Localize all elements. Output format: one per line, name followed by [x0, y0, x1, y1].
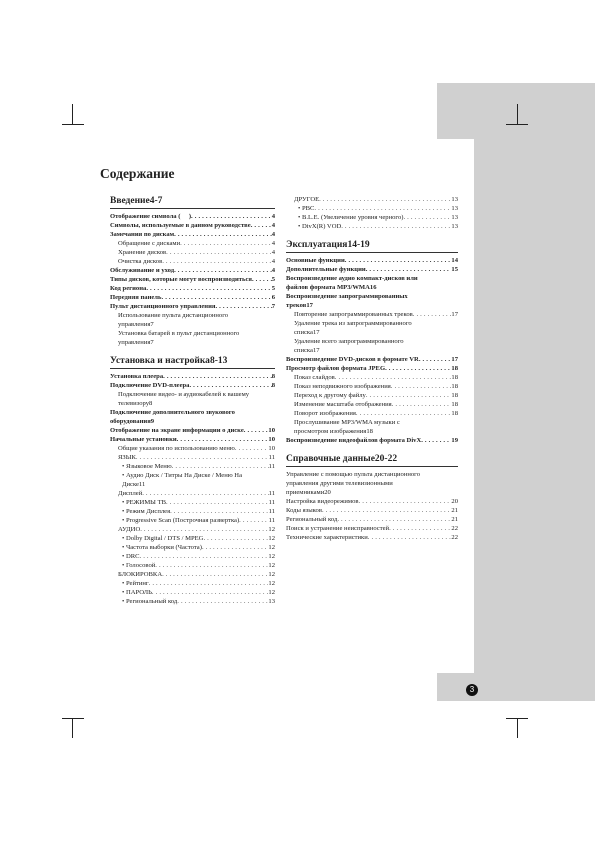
toc-entry-title: управления [118, 321, 151, 328]
toc-entry-page: 10 [268, 445, 275, 452]
toc-leader [244, 426, 269, 435]
toc-entry-page: 11 [268, 463, 275, 470]
toc-entry-title: ДРУГОЕ [294, 196, 320, 203]
toc-entry [286, 364, 458, 373]
toc-entry-page: 13 [451, 223, 458, 230]
toc-section-heading [286, 239, 458, 253]
toc-leader [140, 552, 269, 561]
toc-entry-page: 10 [268, 436, 275, 443]
toc-entry-title: Код региона [110, 285, 147, 292]
toc-leader [170, 507, 269, 516]
toc-entry [110, 381, 275, 390]
crop-mark [72, 718, 73, 738]
toc-entry [286, 256, 458, 265]
toc-entry-page: 14 [451, 257, 458, 264]
toc-entry [110, 221, 275, 230]
toc-entry-title: Повторение запрограммированных треков [294, 311, 413, 318]
toc-entry-title: Настройка видеорежимов [286, 498, 359, 505]
toc-entry-page: 5 [271, 276, 275, 283]
toc-column-left [110, 195, 275, 606]
toc-entry [110, 329, 275, 347]
toc-entry-page: 20 [451, 498, 458, 505]
toc-entry-page: 8 [271, 382, 275, 389]
toc-entry [286, 204, 458, 213]
page-title: Содержание [100, 166, 175, 181]
toc-entry-title: Отображение символа ( ⃠ ) [110, 213, 192, 220]
toc-entry-page: 12 [268, 589, 275, 596]
toc-entry [110, 525, 275, 534]
toc-entry-line [294, 427, 458, 436]
toc-leader [366, 391, 452, 400]
toc-entry-title: Переход к другому файлу [294, 392, 366, 399]
toc-entry-title: АУДИО [118, 526, 141, 533]
toc-entry-title: Изменение масштаба отображения [294, 401, 392, 408]
side-tab [474, 83, 595, 673]
toc-section-title: Введение [110, 196, 150, 206]
toc-leader [191, 212, 272, 221]
toc-entry-page: 17 [312, 347, 320, 354]
toc-entry-title: Дисплей [118, 490, 143, 497]
toc-entry [286, 195, 458, 204]
toc-entry [286, 418, 458, 436]
toc-entry [110, 498, 275, 507]
toc-entry-page: 21 [451, 516, 458, 523]
toc-leader [341, 222, 451, 231]
toc-entry-title: • Языковое Меню [122, 463, 172, 470]
toc-entry [286, 506, 458, 515]
toc-section-heading [286, 453, 458, 467]
toc-leader [162, 293, 272, 302]
toc-entry-line [294, 328, 458, 337]
toc-entry [286, 292, 458, 310]
toc-entry-title: БЛОКИРОВКА [118, 571, 163, 578]
toc-entry [286, 355, 458, 364]
toc-entry [110, 284, 275, 293]
toc-entry [286, 382, 458, 391]
toc-entry [286, 265, 458, 274]
toc-entry-title: Дополнительные функции [286, 266, 366, 273]
toc-entry-page: 8 [271, 373, 275, 380]
toc-entry-title: • ПАРОЛЬ [122, 589, 152, 596]
toc-entry-page: 12 [268, 526, 275, 533]
toc-entry-title: • DRC [122, 553, 140, 560]
toc-entry-title: • DivX(R) VOD [298, 223, 342, 230]
toc-entry-line: Установка батарей в пульт дистанционного [118, 330, 240, 337]
toc-entry [110, 408, 275, 426]
toc-entry-title: • Progressive Scan (Построчная развертка) [122, 517, 240, 524]
toc-entry-page: 13 [451, 205, 458, 212]
toc-entry [110, 266, 275, 275]
toc-entry-page: 7 [150, 339, 154, 346]
toc-section-title: Установка и настройка [110, 356, 210, 366]
toc-entry-title: Пульт дистанционного управления [110, 303, 216, 310]
toc-entry-title: Обслуживание и уход [110, 267, 175, 274]
toc-leader [389, 524, 451, 533]
toc-entry-title: управления [118, 339, 151, 346]
toc-leader [356, 409, 451, 418]
toc-entry [110, 453, 275, 462]
toc-entry-title: Начальные установки [110, 436, 177, 443]
toc-entry-page: 17 [451, 311, 458, 318]
toc-entry-page: 13 [451, 196, 458, 203]
toc-leader [162, 257, 272, 266]
toc-entry-line: Подключение видео- и аудиокабелей к вашему [118, 391, 250, 398]
toc-entry-page: 17 [312, 329, 320, 336]
toc-entry [286, 274, 458, 292]
toc-entry-title: • Частота выборки (Частота) [122, 544, 202, 551]
toc-entry-title: Отображение на экране информации о диске [110, 427, 244, 434]
toc-entry-title: Коды языков [286, 507, 322, 514]
toc-entry-title: • Голосовой [122, 562, 156, 569]
toc-entry-line: Воспроизведение аудио компакт-дисков или [286, 275, 418, 282]
toc-entry-page: 4 [271, 267, 275, 274]
toc-entry [110, 597, 275, 606]
toc-entry [110, 462, 275, 471]
toc-leader [174, 230, 272, 239]
toc-entry-page: 12 [268, 562, 275, 569]
toc-entry-line [118, 338, 275, 347]
toc-entry-title: Воспроизведение DVD-дисков в формате VR [286, 356, 419, 363]
toc-entry [286, 436, 458, 445]
toc-section-pages: 14-19 [347, 240, 370, 250]
toc-entry [110, 311, 275, 329]
toc-entry-title: Региональный код [286, 516, 338, 523]
toc-entry [110, 552, 275, 561]
toc-entry-line [122, 480, 275, 489]
toc-entry [286, 409, 458, 418]
toc-entry-page: 11 [268, 499, 275, 506]
toc-entry-title: Подключение DVD-плеера [110, 382, 190, 389]
toc-entry-title: • Dolby Digital / DTS / MPEG [122, 535, 204, 542]
toc-entry [286, 497, 458, 506]
toc-entry-page: 12 [268, 535, 275, 542]
toc-entry-line: Использование пульта дистанционного [118, 312, 229, 319]
toc-entry-page: 4 [271, 240, 275, 247]
side-tab-top [437, 83, 474, 139]
toc-entry-line: управления другими телевизионными [286, 480, 393, 487]
toc-entry-title: ЯЗЫК [118, 454, 136, 461]
toc-entry-page: 7 [271, 303, 275, 310]
toc-entry-line [294, 346, 458, 355]
toc-entry [110, 230, 275, 239]
toc-entry-title: Символы, используемые в данном руководстве [110, 222, 251, 229]
toc-entry-title: файлов формата MP3/WMA [286, 284, 370, 291]
toc-entry-title: Типы дисков, которые могут воспроизводиться [110, 276, 252, 283]
toc-leader [180, 239, 272, 248]
toc-entry-line: Управление с помощью пульта дистанционного [286, 471, 421, 478]
toc-entry [110, 293, 275, 302]
toc-entry [110, 239, 275, 248]
toc-entry [286, 319, 458, 337]
toc-entry-page: 15 [451, 266, 458, 273]
toc-entry-title: Показ неподвижного изображения [294, 383, 391, 390]
toc-entry-title: • PBC [298, 205, 315, 212]
toc-entry [110, 579, 275, 588]
toc-leader [366, 265, 452, 274]
toc-leader [136, 453, 269, 462]
toc-entry-page: 12 [268, 553, 275, 560]
toc-section-heading [110, 195, 275, 209]
toc-entry-page: 9 [150, 418, 155, 425]
toc-leader [215, 302, 271, 311]
toc-leader [203, 534, 268, 543]
toc-leader [251, 221, 272, 230]
toc-entry [110, 302, 275, 311]
toc-section-pages: 20-22 [374, 454, 398, 464]
toc-entry-page: 8 [149, 400, 153, 407]
toc-entry [110, 534, 275, 543]
toc-leader [319, 195, 451, 204]
toc-section-pages: 8-13 [209, 356, 228, 366]
toc-entry-title: треков [286, 302, 307, 309]
toc-entry [286, 373, 458, 382]
toc-leader [166, 248, 272, 257]
toc-entry-page: 17 [451, 356, 458, 363]
toc-entry-title: Общие указания по использованию меню [118, 445, 235, 452]
toc-leader [177, 597, 268, 606]
toc-leader [172, 462, 269, 471]
toc-leader [202, 543, 268, 552]
toc-leader [140, 525, 268, 534]
toc-leader [359, 497, 452, 506]
toc-entry [110, 212, 275, 221]
toc-entry [286, 515, 458, 524]
toc-entry-page: 11 [268, 517, 275, 524]
toc-entry-page: 4 [271, 258, 275, 265]
toc-entry-title: Поиск и устранение неисправностей [286, 525, 390, 532]
toc-entry-title: списка [294, 329, 313, 336]
toc-column-right [286, 195, 458, 542]
toc-leader [235, 444, 269, 453]
toc-entry [110, 426, 275, 435]
toc-leader [239, 516, 268, 525]
toc-entry-title: Хранение дисков [118, 249, 167, 256]
toc-entry-page: 11 [138, 481, 146, 488]
toc-entry-page: 10 [268, 427, 275, 434]
toc-leader [419, 355, 452, 364]
toc-entry-page: 18 [451, 392, 458, 399]
toc-entry-page: 11 [268, 454, 275, 461]
toc-leader [163, 372, 272, 381]
toc-entry-title: просмотром изображения [294, 428, 367, 435]
toc-leader [392, 400, 452, 409]
toc-leader [335, 373, 452, 382]
toc-entry-line [286, 283, 458, 292]
toc-entry-line: Удаление всего запрограммированного [294, 338, 404, 345]
toc-entry [110, 561, 275, 570]
toc-entry [110, 372, 275, 381]
toc-leader [155, 561, 268, 570]
toc-leader [314, 204, 451, 213]
toc-entry-line [110, 417, 275, 426]
toc-entry-page: 22 [451, 534, 458, 541]
toc-leader [166, 498, 269, 507]
toc-entry [110, 507, 275, 516]
toc-entry-page: 6 [271, 294, 275, 301]
toc-leader [337, 515, 451, 524]
toc-leader [421, 436, 451, 445]
toc-entry [110, 471, 275, 489]
toc-leader [391, 382, 452, 391]
toc-section-heading [110, 355, 275, 369]
toc-leader [252, 275, 272, 284]
toc-entry-line: Удаление трека из запрограммированного [294, 320, 412, 327]
toc-leader [403, 213, 451, 222]
toc-entry-line [286, 488, 458, 497]
toc-leader [385, 364, 451, 373]
toc-entry-page: 17 [306, 302, 313, 309]
toc-entry-line [286, 301, 458, 310]
toc-entry-title: телевизору [118, 400, 150, 407]
toc-leader [174, 266, 272, 275]
toc-entry [110, 435, 275, 444]
crop-mark [72, 104, 73, 124]
toc-entry [110, 543, 275, 552]
side-tab-bottom [437, 673, 595, 701]
toc-section-pages: 4-7 [149, 196, 163, 206]
toc-entry [286, 533, 458, 542]
toc-entry-page: 11 [268, 490, 275, 497]
toc-entry [110, 489, 275, 498]
toc-entry [286, 470, 458, 497]
toc-entry [286, 524, 458, 533]
toc-entry-page: 21 [451, 507, 458, 514]
toc-entry [110, 275, 275, 284]
toc-entry-title: оборудования [110, 418, 151, 425]
toc-leader [142, 489, 268, 498]
toc-entry-page: 18 [451, 374, 458, 381]
toc-entry-line [118, 399, 275, 408]
crop-mark [62, 124, 84, 125]
toc-entry-title: приемниками [286, 489, 325, 496]
toc-entry-page: 12 [268, 571, 275, 578]
toc-entry-page: 18 [451, 383, 458, 390]
toc-entry-title: Диске [122, 481, 139, 488]
toc-entry [286, 310, 458, 319]
toc-entry-title: Воспроизведение видеофайлов формата DivX [286, 437, 422, 444]
toc-entry-page: 4 [271, 213, 275, 220]
toc-entry-title: Поворот изображения [294, 410, 356, 417]
toc-entry-line: Прослушивание MP3/WMA музыки с [294, 419, 400, 426]
toc-entry-page: 20 [324, 489, 331, 496]
toc-entry-title: • B.L.E. (Увеличение уровня черного) [298, 214, 404, 221]
toc-leader [413, 310, 452, 319]
toc-entry-title: Просмотр файлов формата JPEG [286, 365, 386, 372]
toc-entry-page: 11 [268, 508, 275, 515]
toc-entry [110, 257, 275, 266]
toc-entry-line: • Аудио Диск / Титры На Диске / Меню На [122, 472, 242, 479]
toc-entry-page: 12 [268, 544, 275, 551]
crop-mark [517, 104, 518, 124]
toc-entry [110, 516, 275, 525]
toc-entry-line: Подключение дополнительного звукового [110, 409, 235, 416]
toc-leader [149, 579, 269, 588]
toc-entry [286, 400, 458, 409]
crop-mark [517, 718, 518, 738]
crop-mark [506, 124, 528, 125]
toc-entry-page: 13 [451, 214, 458, 221]
toc-leader [162, 570, 268, 579]
toc-entry [110, 444, 275, 453]
toc-leader [152, 588, 268, 597]
toc-entry-page: 13 [268, 598, 275, 605]
toc-entry-page: 5 [271, 285, 275, 292]
toc-entry-page: 18 [451, 365, 458, 372]
toc-entry-line [118, 320, 275, 329]
toc-entry-page: 4 [271, 222, 275, 229]
toc-entry [110, 570, 275, 579]
toc-entry-title: списка [294, 347, 313, 354]
toc-leader [146, 284, 271, 293]
toc-entry-title: Замечания по дискам [110, 231, 175, 238]
toc-entry-page: 22 [451, 525, 458, 532]
toc-entry [286, 213, 458, 222]
toc-entry-title: Установка плеера [110, 373, 164, 380]
toc-entry-title: • РЕЖИМЫ ТВ [122, 499, 167, 506]
toc-leader [322, 506, 451, 515]
toc-entry-title: • Региональный код [122, 598, 178, 605]
toc-entry-title: Очистка дисков [118, 258, 163, 265]
toc-leader [177, 435, 269, 444]
toc-entry [110, 588, 275, 597]
toc-entry-title: Технические характеристики [286, 534, 368, 541]
toc-entry [286, 222, 458, 231]
toc-section-title: Эксплуатация [286, 240, 348, 250]
toc-entry-page: 16 [369, 284, 377, 291]
toc-entry [286, 391, 458, 400]
toc-entry [286, 337, 458, 355]
page-number: 3 [466, 684, 478, 696]
toc-entry-title: • Режим Дисплея [122, 508, 171, 515]
toc-entry-page: 7 [150, 321, 154, 328]
toc-entry-page: 18 [366, 428, 373, 435]
crop-mark [62, 718, 84, 719]
toc-entry-page: 4 [271, 249, 275, 256]
toc-leader [189, 381, 271, 390]
toc-section-title: Справочные данные [286, 454, 375, 464]
toc-entry [110, 390, 275, 408]
toc-entry-page: 18 [451, 410, 458, 417]
toc-entry-page: 4 [271, 231, 275, 238]
toc-entry-title: Передняя панель [110, 294, 162, 301]
toc-entry-page: 12 [268, 580, 275, 587]
toc-entry [110, 248, 275, 257]
toc-entry-title: Основные функции [286, 257, 345, 264]
toc-entry-title: Показ слайдов [294, 374, 335, 381]
toc-leader [345, 256, 452, 265]
toc-entry-title: • Рейтинг [122, 580, 149, 587]
toc-entry-title: Обращение с дисками [118, 240, 181, 247]
toc-leader [368, 533, 452, 542]
toc-entry-page: 18 [451, 401, 458, 408]
toc-entry-page: 19 [451, 437, 458, 444]
toc-entry-line: Воспроизведение запрограммированных [286, 293, 408, 300]
